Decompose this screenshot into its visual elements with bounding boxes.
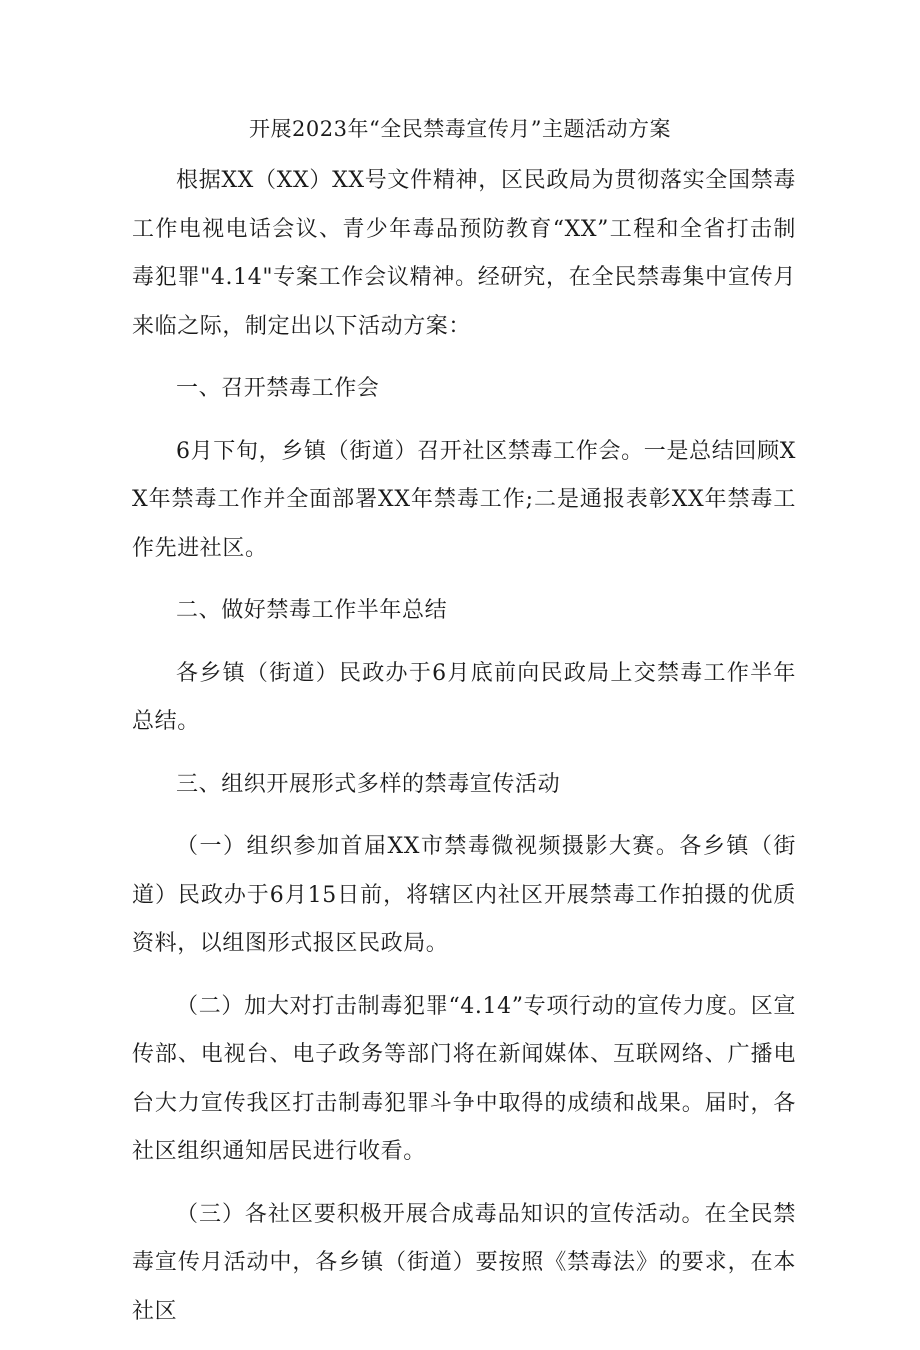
section-1-heading: 一、召开禁毒工作会	[176, 376, 380, 401]
section-2-heading: 二、做好禁毒工作半年总结	[176, 598, 448, 623]
section-3-item-1: （一）组织参加首届XX市禁毒微视频摄影大赛。各乡镇（街道）民政办于6月15日前，将辖区内社区开展禁毒工作拍摄的优质资料，以组图形式报区民政局。	[132, 834, 796, 956]
section-3-item-3: （三）各社区要积极开展合成毒品知识的宣传活动。在全民禁毒宣传月活动中，各乡镇（街道）要按照《禁毒法》的要求，在本社区	[132, 1201, 796, 1324]
section-2-paragraph: 各乡镇（街道）民政办于6月底前向民政局上交禁毒工作半年总结。	[132, 660, 796, 734]
document-body	[132, 157, 796, 1350]
section-3-item-2: （二）加大对打击制毒犯罪“4.14”专项行动的宣传力度。区宣传部、电视台、电子政务等部门将在新闻媒体、互联网络、广播电台大力宣传我区打击制毒犯罪斗争中取得的成绩和战果。届时，各社区组织通知居民进行收看。	[132, 993, 796, 1164]
intro-paragraph: 根据XX（XX）XX号文件精神，区民政局为贯彻落实全国禁毒工作电视电话会议、青少年毒品预防教育“XX”工程和全省打击制毒犯罪"4.14"专案工作会议精神。经研究，在全民禁毒集中宣传月来临之际，制定出以下活动方案：	[132, 168, 796, 339]
section-1-paragraph: 6月下旬，乡镇（街道）召开社区禁毒工作会。一是总结回顾XX年禁毒工作并全面部署XX年禁毒工作;二是通报表彰XX年禁毒工作先进社区。	[132, 438, 796, 561]
section-3-heading: 三、组织开展形式多样的禁毒宣传活动	[176, 771, 561, 797]
document-title: 开展2023年“全民禁毒宣传月”主题活动方案	[249, 117, 671, 141]
